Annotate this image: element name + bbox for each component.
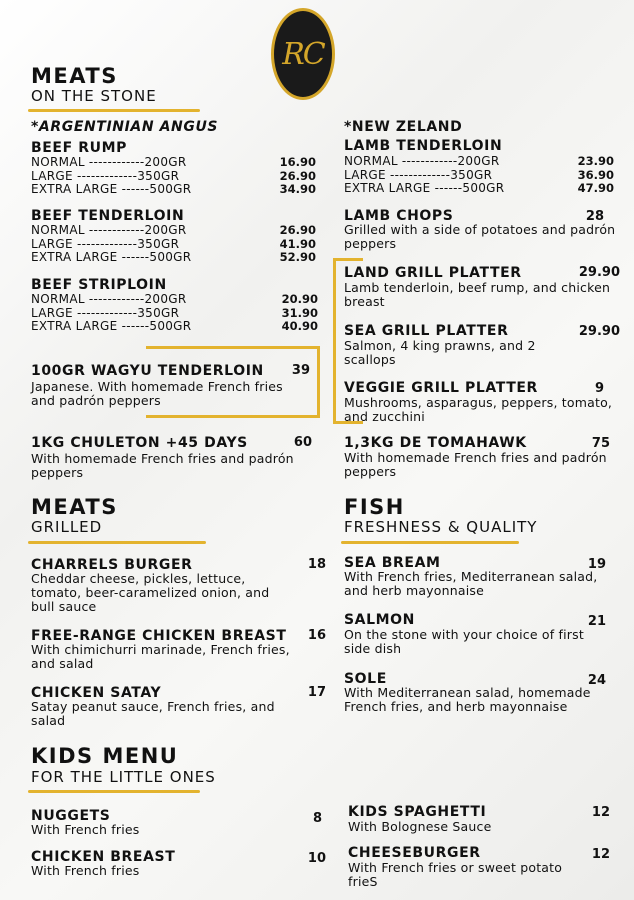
chuleton-price: 60 bbox=[293, 435, 312, 450]
lamb-tenderloin-name: LAMB TENDERLOIN bbox=[344, 138, 503, 154]
tomahawk-name: 1,3KG DE TOMAHAWK bbox=[344, 435, 527, 451]
menu-item-price: 18 bbox=[307, 557, 326, 572]
menu-item-name: FREE-RANGE CHICKEN BREAST bbox=[31, 628, 287, 644]
price: 41.90 bbox=[279, 236, 316, 251]
kids-underline bbox=[28, 790, 200, 793]
price: 47.90 bbox=[577, 181, 614, 195]
menu-item-name: SALMON bbox=[344, 612, 415, 628]
size-row: NORMAL ------------200GR bbox=[31, 292, 187, 306]
menu-item-name: NUGGETS bbox=[31, 808, 111, 824]
menu-item-name: CHEESEBURGER bbox=[348, 845, 481, 861]
land-grill-name: LAND GRILL PLATTER bbox=[344, 265, 522, 281]
meats-grilled-subtitle: GRILLED bbox=[31, 518, 103, 536]
beef-tenderloin-sizes bbox=[31, 224, 191, 265]
fish-subtitle: FRESHNESS & QUALITY bbox=[344, 518, 538, 536]
menu-item-price: 10 bbox=[307, 851, 326, 866]
menu-item-price: 19 bbox=[587, 557, 606, 572]
lamb-tenderloin-prices bbox=[560, 155, 614, 196]
price: 26.90 bbox=[279, 223, 316, 237]
price: 31.90 bbox=[281, 305, 318, 320]
chuleton-desc: With homemade French fries and padrón peppers bbox=[31, 451, 294, 480]
size-row: NORMAL ------------200GR bbox=[31, 155, 187, 169]
menu-item-name: SEA BREAM bbox=[344, 555, 441, 571]
kids-subtitle: FOR THE LITTLE ONES bbox=[31, 768, 216, 786]
menu-item-price: 17 bbox=[307, 685, 326, 700]
menu-item-desc: On the stone with your choice of first side dish bbox=[344, 627, 584, 656]
beef-striploin-prices bbox=[262, 293, 318, 334]
veggie-grill-desc: Mushrooms, asparagus, peppers, tomato, and zucchini bbox=[344, 395, 613, 424]
fish-underline bbox=[341, 541, 519, 544]
beef-tenderloin-name: BEEF TENDERLOIN bbox=[31, 208, 185, 224]
beef-tenderloin-prices bbox=[262, 224, 316, 265]
sea-grill-desc: Salmon, 4 king prawns, and 2 scallops bbox=[344, 338, 536, 367]
kids-title: KIDS MENU bbox=[31, 744, 179, 768]
price: 16.90 bbox=[279, 155, 316, 169]
wagyu-price: 39 bbox=[291, 363, 310, 378]
sea-grill-name: SEA GRILL PLATTER bbox=[344, 323, 509, 339]
menu-item-desc: With Bolognese Sauce bbox=[348, 819, 492, 834]
veggie-grill-name: VEGGIE GRILL PLATTER bbox=[344, 380, 538, 396]
newzeland-header: *NEW ZELAND bbox=[344, 119, 463, 135]
tomahawk-price: 75 bbox=[591, 436, 610, 451]
menu-item-price: 12 bbox=[591, 847, 610, 862]
wagyu-name: 100GR WAGYU TENDERLOIN bbox=[31, 363, 264, 379]
size-row: EXTRA LARGE ------500GR bbox=[31, 250, 192, 264]
menu-item-desc: With French fries, Mediterranean salad, and herb mayonnaise bbox=[344, 569, 598, 598]
meats-grilled-title: MEATS bbox=[31, 495, 118, 519]
menu-item-desc: Satay peanut sauce, French fries, and salad bbox=[31, 699, 275, 728]
lamb-chops-name: LAMB CHOPS bbox=[344, 208, 454, 224]
beef-rump-sizes bbox=[31, 156, 191, 197]
size-row: LARGE -------------350GR bbox=[31, 168, 180, 183]
price: 36.90 bbox=[577, 167, 614, 182]
beef-rump-name: BEEF RUMP bbox=[31, 140, 127, 156]
menu-item-price: 24 bbox=[587, 673, 606, 688]
menu-item-desc: With French fries bbox=[31, 822, 140, 837]
menu-item-name: CHICKEN SATAY bbox=[31, 685, 162, 701]
menu-item-price: 16 bbox=[307, 628, 326, 643]
chuleton-name: 1KG CHULETON +45 DAYS bbox=[31, 435, 248, 451]
size-row: LARGE -------------350GR bbox=[31, 236, 180, 251]
menu-item-desc: Cheddar cheese, pickles, lettuce, tomato, beer-caramelized onion, and bull sauce bbox=[31, 571, 270, 614]
menu-item-name: SOLE bbox=[344, 671, 387, 687]
price: 40.90 bbox=[281, 319, 318, 333]
menu-item-name: KIDS SPAGHETTI bbox=[348, 804, 487, 820]
logo-monogram: RC bbox=[282, 36, 324, 72]
menu-item-desc: With French fries or sweet potato frieS bbox=[348, 860, 563, 889]
menu-item-desc: With chimichurri marinade, French fries, and salad bbox=[31, 642, 290, 671]
meats-stone-underline bbox=[28, 109, 200, 112]
lamb-tenderloin-sizes bbox=[344, 155, 504, 196]
size-row: LARGE -------------350GR bbox=[31, 305, 180, 320]
wagyu-desc: Japanese. With homemade French fries and padrón peppers bbox=[31, 379, 283, 408]
menu-item-desc: With Mediterranean salad, homemade French fries, and herb mayonnaise bbox=[344, 685, 591, 714]
price: 52.90 bbox=[279, 250, 316, 264]
price: 23.90 bbox=[577, 154, 614, 168]
menu-item-name: CHICKEN BREAST bbox=[31, 849, 176, 865]
land-grill-price: 29.90 bbox=[578, 265, 620, 280]
beef-striploin-name: BEEF STRIPLOIN bbox=[31, 277, 167, 293]
beef-rump-prices bbox=[262, 156, 316, 197]
land-grill-desc: Lamb tenderloin, beef rump, and chicken breast bbox=[344, 280, 611, 309]
tomahawk-desc: With homemade French fries and padrón peppers bbox=[344, 450, 607, 479]
meats-grilled-underline bbox=[28, 541, 206, 544]
price: 26.90 bbox=[279, 168, 316, 183]
size-row: NORMAL ------------200GR bbox=[344, 154, 500, 168]
lamb-chops-price: 28 bbox=[585, 209, 604, 224]
size-row: EXTRA LARGE ------500GR bbox=[344, 181, 505, 195]
size-row: EXTRA LARGE ------500GR bbox=[31, 319, 192, 333]
veggie-grill-price: 9 bbox=[594, 381, 604, 396]
size-row: LARGE -------------350GR bbox=[344, 167, 493, 182]
size-row: EXTRA LARGE ------500GR bbox=[31, 182, 192, 196]
menu-item-price: 8 bbox=[312, 811, 322, 826]
menu-item-name: CHARRELS BURGER bbox=[31, 557, 193, 573]
meats-stone-subtitle: ON THE STONE bbox=[31, 87, 157, 105]
beef-striploin-sizes bbox=[31, 293, 191, 334]
meats-stone-title: MEATS bbox=[31, 64, 118, 88]
size-row: NORMAL ------------200GR bbox=[31, 223, 187, 237]
price: 20.90 bbox=[281, 292, 318, 306]
restaurant-logo bbox=[271, 8, 335, 100]
sea-grill-price: 29.90 bbox=[578, 324, 620, 339]
menu-item-price: 12 bbox=[591, 805, 610, 820]
argentinian-header: *ARGENTINIAN ANGUS bbox=[31, 119, 219, 135]
lamb-chops-desc: Grilled with a side of potatoes and padrón peppers bbox=[344, 222, 616, 251]
price: 34.90 bbox=[279, 182, 316, 196]
menu-item-desc: With French fries bbox=[31, 863, 140, 878]
fish-title: FISH bbox=[344, 495, 405, 519]
menu-item-price: 21 bbox=[587, 614, 606, 629]
